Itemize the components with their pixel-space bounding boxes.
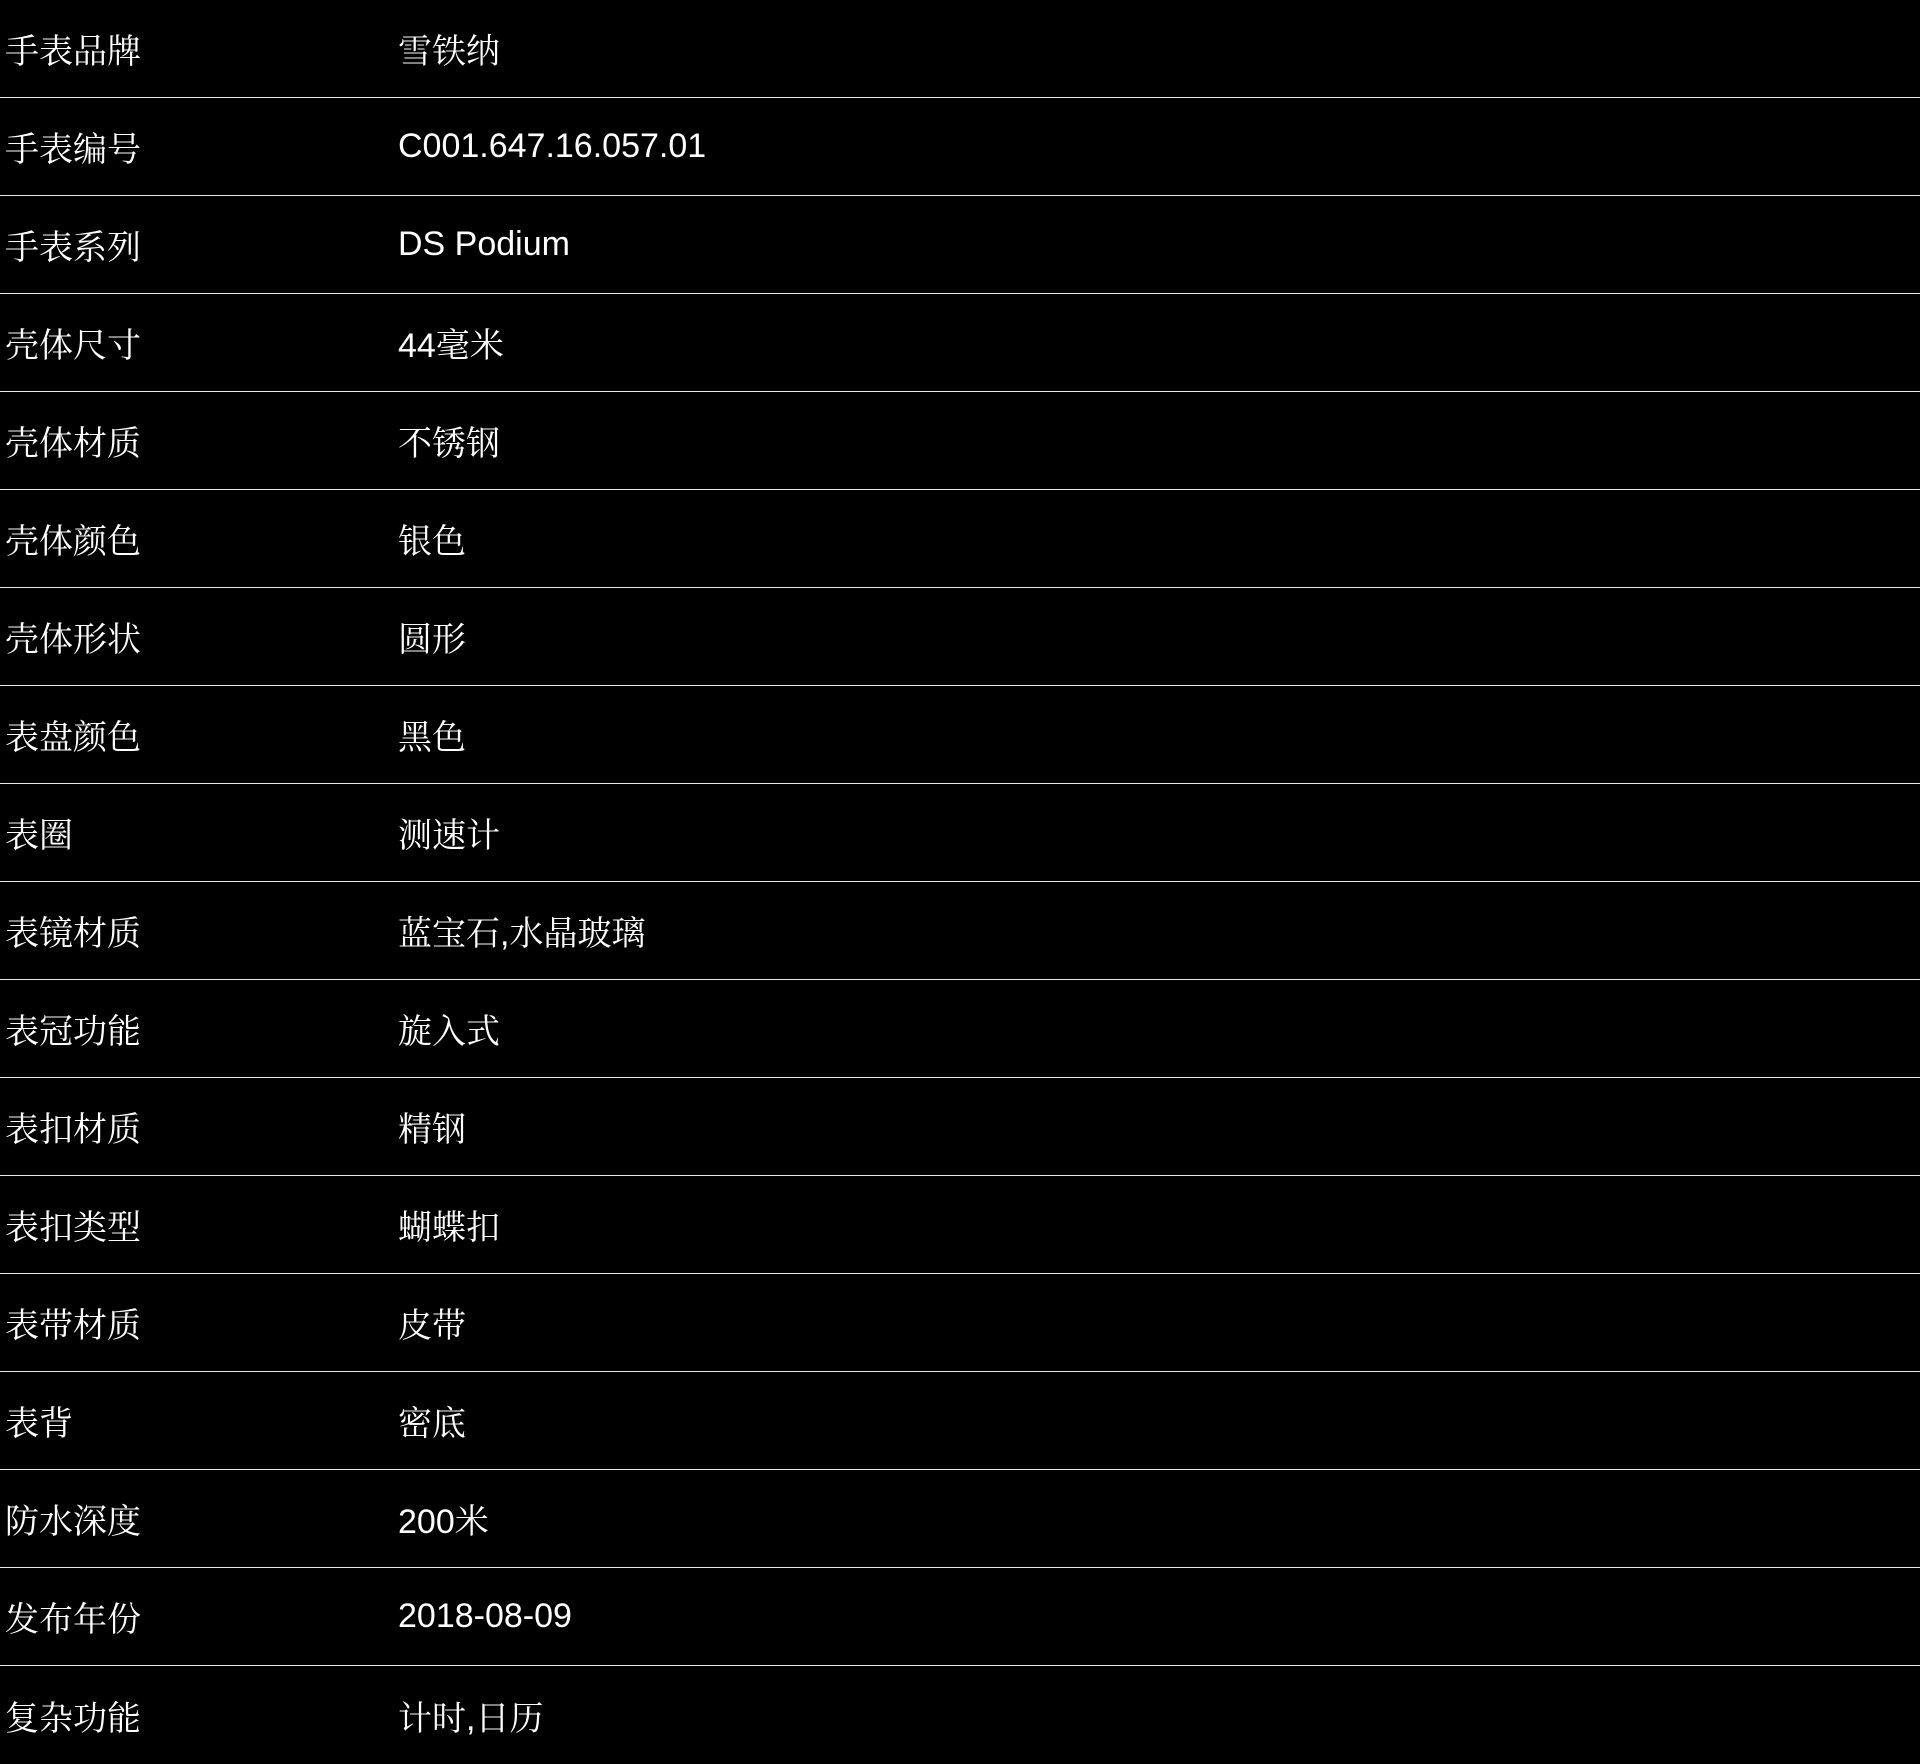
spec-row-dial-color bbox=[0, 686, 1920, 784]
spec-value: 皮带 bbox=[398, 1307, 466, 1345]
spec-value: 密底 bbox=[398, 1405, 466, 1443]
spec-label: 表带材质 bbox=[5, 1307, 141, 1345]
spec-value: 蝴蝶扣 bbox=[398, 1209, 500, 1247]
spec-row-clasp-material bbox=[0, 1078, 1920, 1176]
spec-label: 表盘颜色 bbox=[5, 719, 141, 757]
spec-row-case-size bbox=[0, 294, 1920, 392]
spec-label: 表冠功能 bbox=[5, 1013, 141, 1051]
spec-row-case-shape bbox=[0, 588, 1920, 686]
spec-row-series bbox=[0, 196, 1920, 294]
spec-value: 雪铁纳 bbox=[398, 33, 500, 71]
spec-value: 蓝宝石,水晶玻璃 bbox=[398, 915, 646, 953]
spec-label: 表镜材质 bbox=[5, 915, 141, 953]
spec-value: DS Podium bbox=[398, 225, 570, 263]
spec-value: 2018-08-09 bbox=[398, 1597, 572, 1635]
spec-row-strap-material bbox=[0, 1274, 1920, 1372]
spec-row-case-material bbox=[0, 392, 1920, 490]
spec-row-clasp-type bbox=[0, 1176, 1920, 1274]
spec-value: 精钢 bbox=[398, 1111, 466, 1149]
spec-row-case-color bbox=[0, 490, 1920, 588]
spec-label: 表圈 bbox=[5, 817, 73, 855]
spec-label: 表背 bbox=[5, 1405, 73, 1443]
spec-label: 壳体材质 bbox=[5, 425, 141, 463]
spec-value: 银色 bbox=[398, 523, 466, 561]
spec-value: 计时,日历 bbox=[398, 1699, 544, 1738]
spec-value: 测速计 bbox=[398, 817, 500, 855]
spec-label: 壳体尺寸 bbox=[5, 327, 141, 365]
spec-value: C001.647.16.057.01 bbox=[398, 127, 707, 165]
spec-row-crown-function bbox=[0, 980, 1920, 1078]
spec-label: 壳体颜色 bbox=[5, 523, 141, 561]
spec-row-crystal-material bbox=[0, 882, 1920, 980]
spec-value: 圆形 bbox=[398, 621, 466, 659]
spec-label: 手表编号 bbox=[5, 131, 141, 169]
spec-row-release-date bbox=[0, 1568, 1920, 1666]
spec-label: 防水深度 bbox=[5, 1503, 141, 1541]
spec-label: 表扣材质 bbox=[5, 1111, 141, 1149]
spec-label: 发布年份 bbox=[5, 1601, 141, 1639]
spec-value: 黑色 bbox=[398, 719, 466, 757]
spec-row-brand bbox=[0, 0, 1920, 98]
spec-value: 旋入式 bbox=[398, 1013, 500, 1051]
spec-row-model-number bbox=[0, 98, 1920, 196]
spec-row-complications bbox=[0, 1666, 1920, 1764]
spec-row-bezel bbox=[0, 784, 1920, 882]
spec-value: 200米 bbox=[398, 1503, 489, 1541]
spec-label: 壳体形状 bbox=[5, 621, 141, 659]
spec-label: 手表品牌 bbox=[5, 33, 141, 71]
spec-row-case-back bbox=[0, 1372, 1920, 1470]
spec-label: 表扣类型 bbox=[5, 1209, 141, 1247]
spec-row-water-resistance bbox=[0, 1470, 1920, 1568]
spec-label: 手表系列 bbox=[5, 229, 141, 267]
spec-label: 复杂功能 bbox=[5, 1699, 141, 1738]
spec-value: 不锈钢 bbox=[398, 425, 500, 463]
spec-value: 44毫米 bbox=[398, 327, 504, 365]
